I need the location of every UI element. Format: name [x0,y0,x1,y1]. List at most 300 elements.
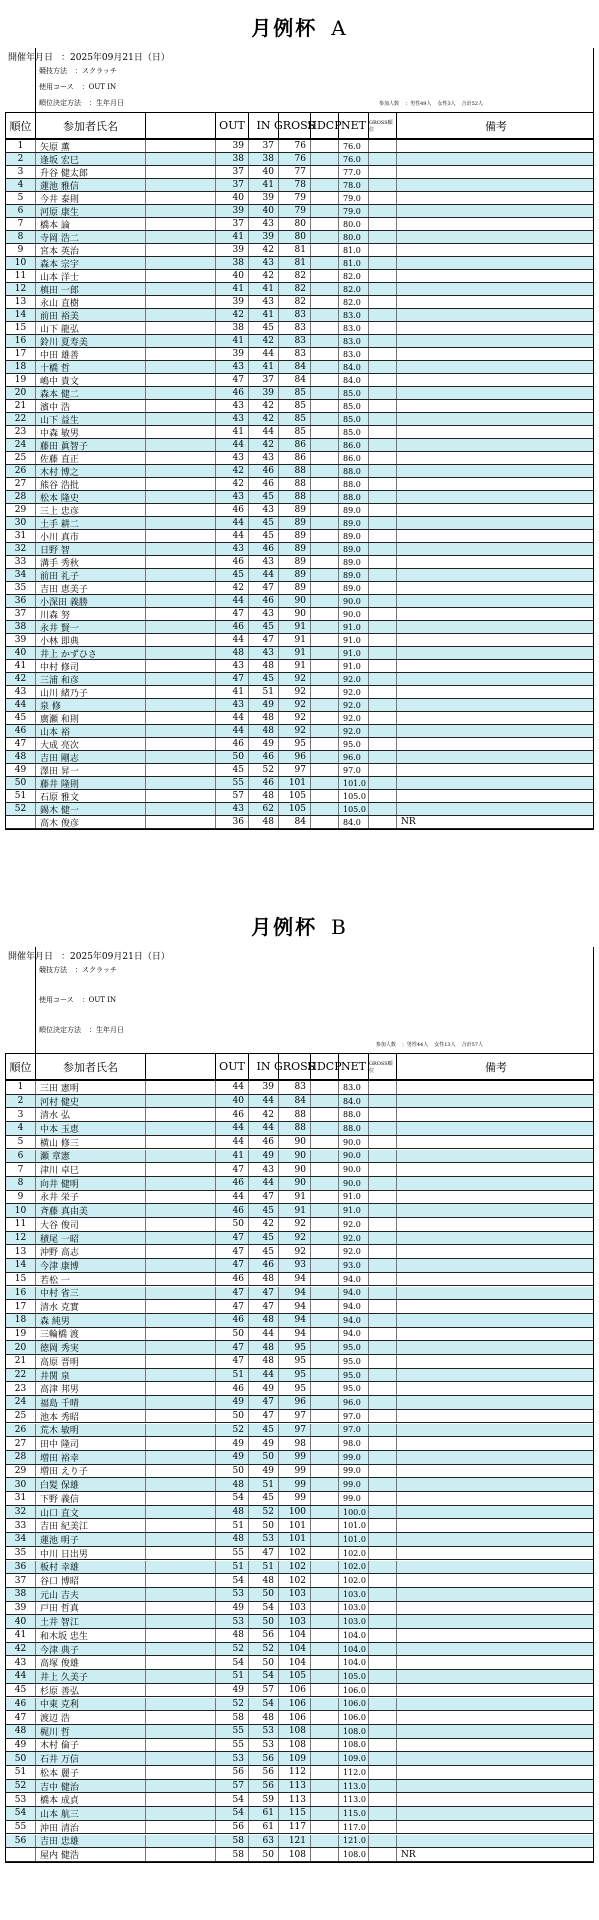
cell-remark [397,1780,595,1793]
method-value: ：スクラッチ [75,67,117,75]
cell-name: 土井 智江 [36,1615,146,1628]
cell-rank: 51 [6,790,36,802]
cell-remark [397,1369,595,1382]
cell-hdcp [311,1574,339,1587]
header-out: OUT [216,113,249,138]
cell-name: 鈴川 夏寿美 [36,335,146,347]
cell-in: 48 [249,816,279,828]
table-row [6,1739,593,1753]
cell-rank [6,1848,36,1861]
cell-net: 88.0 [339,478,369,490]
cell-rank: 29 [6,1465,36,1478]
cell-hdcp [311,1177,339,1190]
cell-remark [397,530,595,542]
table-row [6,1807,593,1821]
cell-gross: 91 [279,634,311,646]
cell-blank [146,1602,216,1615]
table-row [6,1232,593,1246]
cell-hdcp [311,1122,339,1135]
cell-grank [369,1793,397,1806]
cell-remark [397,1602,595,1615]
cell-remark [397,517,595,529]
table-row [6,1451,593,1465]
cell-out: 53 [216,1588,249,1601]
table-row [6,543,593,556]
cell-name: 橋本 論 [36,218,146,230]
table-row [6,1300,593,1314]
cell-grank [369,244,397,256]
table-row [6,491,593,504]
cell-in: 48 [249,660,279,672]
cell-remark [397,192,595,204]
cell-rank: 11 [6,270,36,282]
cell-net: 108.0 [339,1739,369,1752]
header-name: 参加者氏名 [36,1054,146,1079]
course-line [39,82,116,92]
cell-gross: 89 [279,543,311,555]
cell-remark [397,1629,595,1642]
cell-gross: 106 [279,1698,311,1711]
cell-blank [146,777,216,789]
cell-out: 53 [216,1752,249,1765]
results-table-header [5,1053,594,1081]
cell-grank [369,1314,397,1327]
cell-hdcp [311,1095,339,1108]
cell-grank [369,504,397,516]
cell-remark [397,1465,595,1478]
cell-in: 47 [249,1191,279,1204]
cell-rank: 26 [6,465,36,477]
table-row [6,413,593,426]
cell-name: 蓮池 雅信 [36,179,146,191]
table-row [6,1848,593,1862]
cell-remark [397,1752,595,1765]
table-row [6,1519,593,1533]
table-row [6,1355,593,1369]
cell-out: 52 [216,1424,249,1437]
cell-hdcp [311,1739,339,1752]
cell-blank [146,1314,216,1327]
cell-in: 47 [249,1287,279,1300]
cell-remark [397,660,595,672]
cell-rank: 40 [6,647,36,659]
table-row [6,374,593,387]
cell-grank [369,1739,397,1752]
cell-out: 42 [216,478,249,490]
cell-net: 94.0 [339,1300,369,1313]
cell-hdcp [311,1451,339,1464]
cell-out: 50 [216,1328,249,1341]
cell-remark [397,374,595,386]
cell-in: 48 [249,1574,279,1587]
cell-blank [146,166,216,178]
table-row [6,608,593,621]
cell-net: 97.0 [339,1410,369,1423]
cell-name: 吉中 健治 [36,1780,146,1793]
cell-in: 56 [249,1766,279,1779]
cell-in: 42 [249,335,279,347]
cell-hdcp [311,686,339,698]
cell-hdcp [311,699,339,711]
cell-gross: 97 [279,1410,311,1423]
cell-in: 49 [249,1382,279,1395]
table-row [6,257,593,270]
cell-rank: 54 [6,1807,36,1820]
cell-out: 46 [216,1177,249,1190]
cell-rank: 16 [6,1287,36,1300]
table-row [6,1150,593,1164]
header-hdcp: HDCP [311,113,339,138]
cell-net: 92.0 [339,673,369,685]
table-row [6,244,593,257]
table-row [6,1602,593,1616]
cell-net: 76.0 [339,153,369,165]
cell-hdcp [311,1396,339,1409]
cell-grank [369,1437,397,1450]
cell-hdcp [311,621,339,633]
cell-hdcp [311,231,339,243]
table-row [6,777,593,790]
table-row [6,478,593,491]
cell-grank [369,348,397,360]
cell-net: 101.0 [339,1533,369,1546]
cell-grank [369,140,397,152]
cell-net: 76.0 [339,140,369,152]
cell-remark [397,790,595,802]
cell-in: 46 [249,465,279,477]
cell-blank [146,1588,216,1601]
cell-remark [397,1725,595,1738]
cell-blank [146,1519,216,1532]
cell-gross: 98 [279,1437,311,1450]
cell-name: 中川 日出男 [36,1547,146,1560]
cell-name: 佐藤 直正 [36,452,146,464]
cell-remark: NR [401,817,416,827]
cell-out: 58 [216,1711,249,1724]
cell-in: 54 [249,1602,279,1615]
cell-remark [397,1204,595,1217]
cell-in: 48 [249,1341,279,1354]
cell-name: 濱中 浩 [36,400,146,412]
cell-gross: 79 [279,205,311,217]
cell-gross: 105 [279,803,311,815]
course-value: ：OUT IN [81,996,117,1004]
cell-name: 白髪 保雄 [36,1478,146,1491]
cell-out: 39 [216,296,249,308]
cell-net: 95.0 [339,1369,369,1382]
table-row [6,686,593,699]
cell-gross: 105 [279,1670,311,1683]
cell-remark [397,1232,595,1245]
cell-gross: 84 [279,374,311,386]
cell-gross: 91 [279,647,311,659]
results-table-header [5,112,594,140]
cell-name: 若松 一 [36,1273,146,1286]
cell-blank [146,1478,216,1491]
cell-in: 51 [249,686,279,698]
cell-out: 47 [216,1163,249,1176]
table-row [6,348,593,361]
cell-remark [397,426,595,438]
cell-out: 55 [216,1547,249,1560]
table-row [6,660,593,673]
cell-gross: 89 [279,569,311,581]
cell-blank [146,491,216,503]
title-text: 月例杯 [251,16,318,40]
cell-name: 高塚 俊雄 [36,1656,146,1669]
cell-remark [397,751,595,763]
cell-name: 宮本 英治 [36,244,146,256]
cell-hdcp [311,1300,339,1313]
table-row [6,1698,593,1712]
cell-hdcp [311,322,339,334]
cell-net: 84.0 [339,374,369,386]
cell-in: 44 [249,426,279,438]
cell-net: 102.0 [339,1574,369,1587]
cell-grank [369,1698,397,1711]
cell-blank [146,1273,216,1286]
cell-in: 48 [249,725,279,737]
cell-gross: 82 [279,283,311,295]
cell-blank [146,1259,216,1272]
cell-blank [146,335,216,347]
cell-rank: 40 [6,1615,36,1628]
header-in: IN [249,1054,279,1079]
cell-blank [146,1766,216,1779]
course-label: 使用コース [39,996,74,1004]
cell-blank [146,1095,216,1108]
cell-grank [369,1835,397,1848]
cell-net: 92.0 [339,699,369,711]
table-row [6,1341,593,1355]
cell-gross: 95 [279,738,311,750]
cell-in: 45 [249,322,279,334]
cell-name: 杉原 善弘 [36,1684,146,1697]
cell-remark [397,595,595,607]
cell-rank: 22 [6,413,36,425]
cell-net: 91.0 [339,1191,369,1204]
cell-out: 50 [216,751,249,763]
course-label: 使用コース [39,83,74,91]
cell-in: 53 [249,1739,279,1752]
cell-grank [369,699,397,711]
header-in: IN [249,113,279,138]
cell-in: 42 [249,1218,279,1231]
cell-remark [397,686,595,698]
cell-out: 44 [216,1191,249,1204]
cell-out: 49 [216,1396,249,1409]
cell-out: 54 [216,1656,249,1669]
cell-gross: 100 [279,1506,311,1519]
cell-gross: 108 [279,1848,311,1861]
cell-out: 42 [216,582,249,594]
table-row [6,1656,593,1670]
cell-remark [397,608,595,620]
cell-blank [146,816,216,828]
cell-net: 104.0 [339,1629,369,1642]
cell-net: 106.0 [339,1684,369,1697]
table-row [6,673,593,686]
table-row [6,790,593,803]
cell-out: 49 [216,1602,249,1615]
cell-in: 62 [249,803,279,815]
cell-remark [397,1670,595,1683]
table-row [6,1725,593,1739]
cell-remark [397,361,595,373]
table-row [6,530,593,543]
cell-gross: 101 [279,1533,311,1546]
cell-remark [397,777,595,789]
cell-blank [146,270,216,282]
cell-name: 山川 緒乃子 [36,686,146,698]
cell-gross: 84 [279,1095,311,1108]
cell-rank: 43 [6,686,36,698]
cell-name: 小川 真市 [36,530,146,542]
cell-rank: 47 [6,1711,36,1724]
cell-gross: 113 [279,1780,311,1793]
cell-hdcp [311,1369,339,1382]
table-row [6,1629,593,1643]
cell-blank [146,192,216,204]
cell-gross: 91 [279,1204,311,1217]
cell-gross: 86 [279,452,311,464]
cell-in: 42 [249,270,279,282]
cell-out: 47 [216,673,249,685]
cell-gross: 95 [279,1382,311,1395]
cell-rank: 53 [6,1793,36,1806]
cell-name: 松本 隆史 [36,491,146,503]
count-total: 参加人数 [379,101,400,107]
header-out: OUT [216,1054,249,1079]
cell-net: 88.0 [339,465,369,477]
cell-grank [369,725,397,737]
cell-grank [369,296,397,308]
cell-rank: 25 [6,452,36,464]
table-row [6,140,593,153]
cell-hdcp [311,1163,339,1176]
cell-net: 79.0 [339,205,369,217]
cell-hdcp [311,712,339,724]
cell-grank [369,1629,397,1642]
cell-name: 山本 洋士 [36,270,146,282]
cell-gross: 96 [279,751,311,763]
cell-rank: 9 [6,244,36,256]
cell-gross: 76 [279,140,311,152]
cell-rank: 34 [6,569,36,581]
cell-name: 廣瀬 和則 [36,712,146,724]
cell-in: 51 [249,1478,279,1491]
cell-net: 89.0 [339,582,369,594]
cell-out: 50 [216,1465,249,1478]
cell-out: 44 [216,634,249,646]
cell-gross: 101 [279,777,311,789]
cell-rank: 44 [6,699,36,711]
count-female: 女性13人 [434,1042,456,1048]
cell-name: 田中 隆司 [36,1437,146,1450]
cell-grank [369,478,397,490]
cell-grank [369,1150,397,1163]
cell-blank [146,1835,216,1848]
cell-rank: 33 [6,1519,36,1532]
cell-remark [397,270,595,282]
cell-out: 48 [216,1629,249,1642]
table-row [6,1314,593,1328]
cell-rank: 27 [6,478,36,490]
table-row [6,426,593,439]
cell-rank: 4 [6,1122,36,1135]
table-row [6,1615,593,1629]
cell-remark [397,413,595,425]
cell-gross: 121 [279,1835,311,1848]
cell-net: 92.0 [339,712,369,724]
cell-gross: 85 [279,413,311,425]
cell-net: 90.0 [339,608,369,620]
cell-rank: 19 [6,1328,36,1341]
tiebreak-value: ：生年月日 [89,99,124,107]
table-row [6,1382,593,1396]
cell-rank: 41 [6,1629,36,1642]
cell-in: 39 [249,387,279,399]
cell-out: 41 [216,1150,249,1163]
cell-rank: 45 [6,712,36,724]
cell-grank [369,400,397,412]
cell-name: 河村 健史 [36,1095,146,1108]
cell-grank [369,166,397,178]
cell-in: 45 [249,621,279,633]
table-row [6,1163,593,1177]
cell-out: 38 [216,257,249,269]
cell-remark [397,166,595,178]
cell-net: 99.0 [339,1465,369,1478]
cell-hdcp [311,218,339,230]
cell-remark [397,673,595,685]
cell-in: 41 [249,179,279,191]
cell-gross: 86 [279,439,311,451]
cell-name: 徳岡 秀実 [36,1341,146,1354]
cell-blank [146,1328,216,1341]
cell-out: 41 [216,426,249,438]
cell-remark [397,725,595,737]
cell-gross: 103 [279,1602,311,1615]
cell-net: 81.0 [339,244,369,256]
cell-out: 49 [216,1437,249,1450]
cell-gross: 106 [279,1684,311,1697]
cell-in: 46 [249,777,279,789]
cell-gross: 94 [279,1287,311,1300]
cell-in: 50 [249,1451,279,1464]
cell-grank [369,179,397,191]
cell-rank: 51 [6,1766,36,1779]
cell-remark [397,1519,595,1532]
header-net: NET [339,113,369,138]
cell-name: 熊谷 浩批 [36,478,146,490]
cell-hdcp [311,1793,339,1806]
table-row [6,1752,593,1766]
cell-gross: 91 [279,621,311,633]
cell-net: 92.0 [339,1218,369,1231]
cell-rank: 32 [6,543,36,555]
cell-in: 46 [249,751,279,763]
cell-blank [146,231,216,243]
cell-blank [146,608,216,620]
cell-name: 森 純男 [36,1314,146,1327]
cell-grank [369,1492,397,1505]
cell-gross: 77 [279,166,311,178]
cell-remark [397,1739,595,1752]
cell-remark [397,1355,595,1368]
cell-remark [397,231,595,243]
cell-hdcp [311,1465,339,1478]
